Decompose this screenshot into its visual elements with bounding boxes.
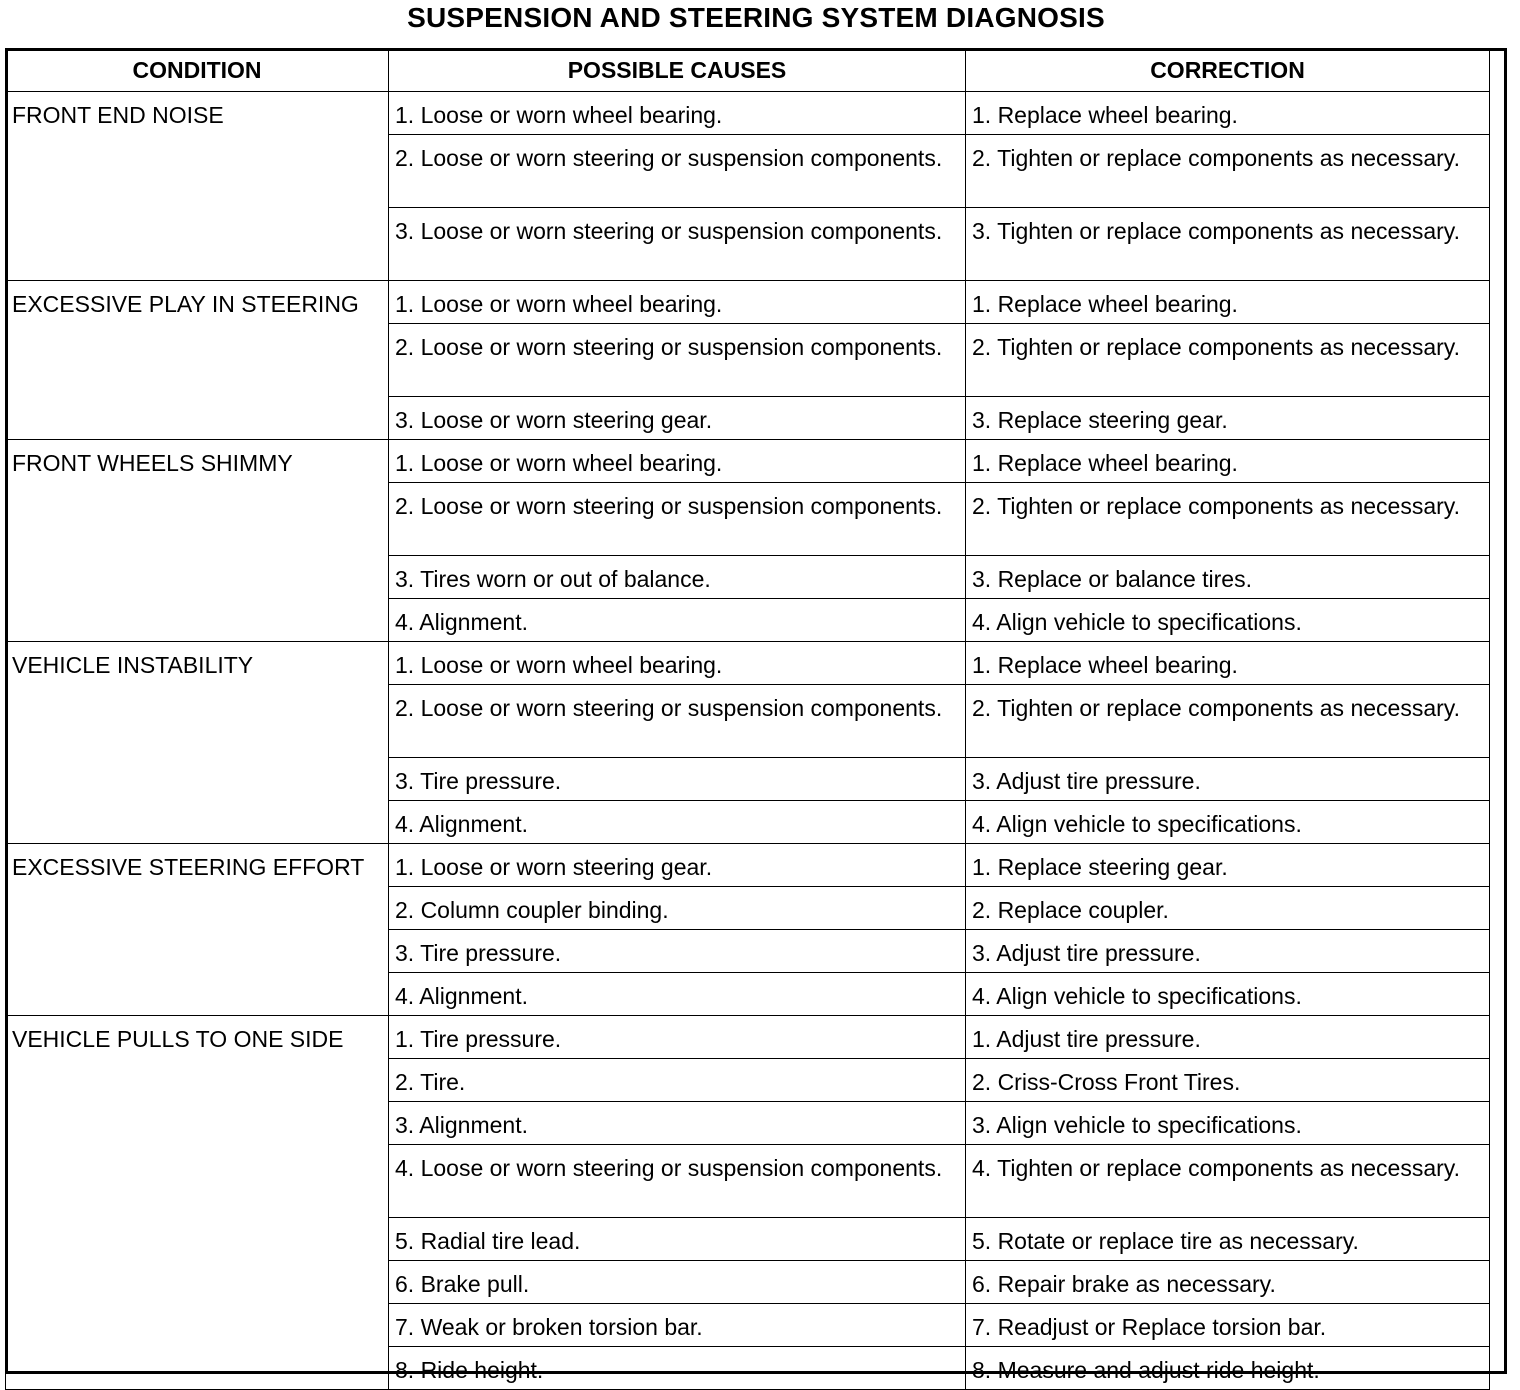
correction-cell: 1. Replace wheel bearing. (966, 440, 1490, 483)
table-right-margin-rail (1489, 48, 1504, 1371)
cause-cell: 3. Loose or worn steering gear. (389, 397, 966, 440)
header-correction: CORRECTION (966, 49, 1490, 92)
condition-cell: VEHICLE PULLS TO ONE SIDE (6, 1016, 389, 1390)
table-header-row (6, 49, 1490, 92)
cause-cell: 4. Loose or worn steering or suspension components. (389, 1145, 966, 1218)
cause-cell: 8. Ride height. (389, 1347, 966, 1390)
table-row (6, 1016, 1490, 1059)
correction-cell: 1. Replace wheel bearing. (966, 281, 1490, 324)
cause-cell: 5. Radial tire lead. (389, 1218, 966, 1261)
cause-cell: 2. Column coupler binding. (389, 887, 966, 930)
correction-cell: 2. Criss-Cross Front Tires. (966, 1059, 1490, 1102)
condition-cell: VEHICLE INSTABILITY (6, 642, 389, 844)
correction-cell: 3. Adjust tire pressure. (966, 930, 1490, 973)
correction-cell: 2. Tighten or replace components as necessary. (966, 324, 1490, 397)
page-title: SUSPENSION AND STEERING SYSTEM DIAGNOSIS (407, 2, 1105, 33)
cause-cell: 3. Tire pressure. (389, 930, 966, 973)
correction-cell: 2. Tighten or replace components as necessary. (966, 135, 1490, 208)
correction-cell: 3. Adjust tire pressure. (966, 758, 1490, 801)
cause-cell: 3. Tires worn or out of balance. (389, 556, 966, 599)
correction-cell: 3. Tighten or replace components as necessary. (966, 208, 1490, 281)
correction-cell: 4. Align vehicle to specifications. (966, 973, 1490, 1016)
cause-cell: 4. Alignment. (389, 801, 966, 844)
correction-cell: 4. Align vehicle to specifications. (966, 801, 1490, 844)
correction-cell: 3. Replace or balance tires. (966, 556, 1490, 599)
cause-cell: 3. Tire pressure. (389, 758, 966, 801)
condition-cell: EXCESSIVE PLAY IN STEERING (6, 281, 389, 440)
correction-cell: 7. Readjust or Replace torsion bar. (966, 1304, 1490, 1347)
correction-cell: 2. Tighten or replace components as necessary. (966, 685, 1490, 758)
condition-cell: FRONT WHEELS SHIMMY (6, 440, 389, 642)
diagnosis-table (5, 48, 1490, 1390)
cause-cell: 2. Loose or worn steering or suspension components. (389, 685, 966, 758)
correction-cell: 4. Align vehicle to specifications. (966, 599, 1490, 642)
cause-cell: 2. Tire. (389, 1059, 966, 1102)
correction-cell: 8. Measure and adjust ride height. (966, 1347, 1490, 1390)
cause-cell: 1. Loose or worn wheel bearing. (389, 642, 966, 685)
correction-cell: 4. Tighten or replace components as necessary. (966, 1145, 1490, 1218)
condition-cell: EXCESSIVE STEERING EFFORT (6, 844, 389, 1016)
cause-cell: 7. Weak or broken torsion bar. (389, 1304, 966, 1347)
correction-cell: 1. Adjust tire pressure. (966, 1016, 1490, 1059)
correction-cell: 6. Repair brake as necessary. (966, 1261, 1490, 1304)
correction-cell: 2. Replace coupler. (966, 887, 1490, 930)
cause-cell: 3. Loose or worn steering or suspension components. (389, 208, 966, 281)
correction-cell: 1. Replace wheel bearing. (966, 92, 1490, 135)
cause-cell: 2. Loose or worn steering or suspension components. (389, 324, 966, 397)
correction-cell: 3. Replace steering gear. (966, 397, 1490, 440)
correction-cell: 1. Replace steering gear. (966, 844, 1490, 887)
margin-rule (1489, 48, 1490, 1371)
cause-cell: 4. Alignment. (389, 973, 966, 1016)
cause-cell: 1. Tire pressure. (389, 1016, 966, 1059)
cause-cell: 3. Alignment. (389, 1102, 966, 1145)
table-body (6, 92, 1490, 1390)
cause-cell: 1. Loose or worn wheel bearing. (389, 440, 966, 483)
cause-cell: 2. Loose or worn steering or suspension components. (389, 483, 966, 556)
cause-cell: 6. Brake pull. (389, 1261, 966, 1304)
header-condition: CONDITION (6, 49, 389, 92)
correction-cell: 1. Replace wheel bearing. (966, 642, 1490, 685)
table-row (6, 281, 1490, 324)
condition-cell: FRONT END NOISE (6, 92, 389, 281)
cause-cell: 1. Loose or worn wheel bearing. (389, 92, 966, 135)
correction-cell: 3. Align vehicle to specifications. (966, 1102, 1490, 1145)
correction-cell: 5. Rotate or replace tire as necessary. (966, 1218, 1490, 1261)
table-row (6, 642, 1490, 685)
table-row (6, 440, 1490, 483)
cause-cell: 2. Loose or worn steering or suspension components. (389, 135, 966, 208)
cause-cell: 1. Loose or worn steering gear. (389, 844, 966, 887)
table-row (6, 92, 1490, 135)
header-possible-causes: POSSIBLE CAUSES (389, 49, 966, 92)
cause-cell: 4. Alignment. (389, 599, 966, 642)
correction-cell: 2. Tighten or replace components as necessary. (966, 483, 1490, 556)
cause-cell: 1. Loose or worn wheel bearing. (389, 281, 966, 324)
table-row (6, 844, 1490, 887)
